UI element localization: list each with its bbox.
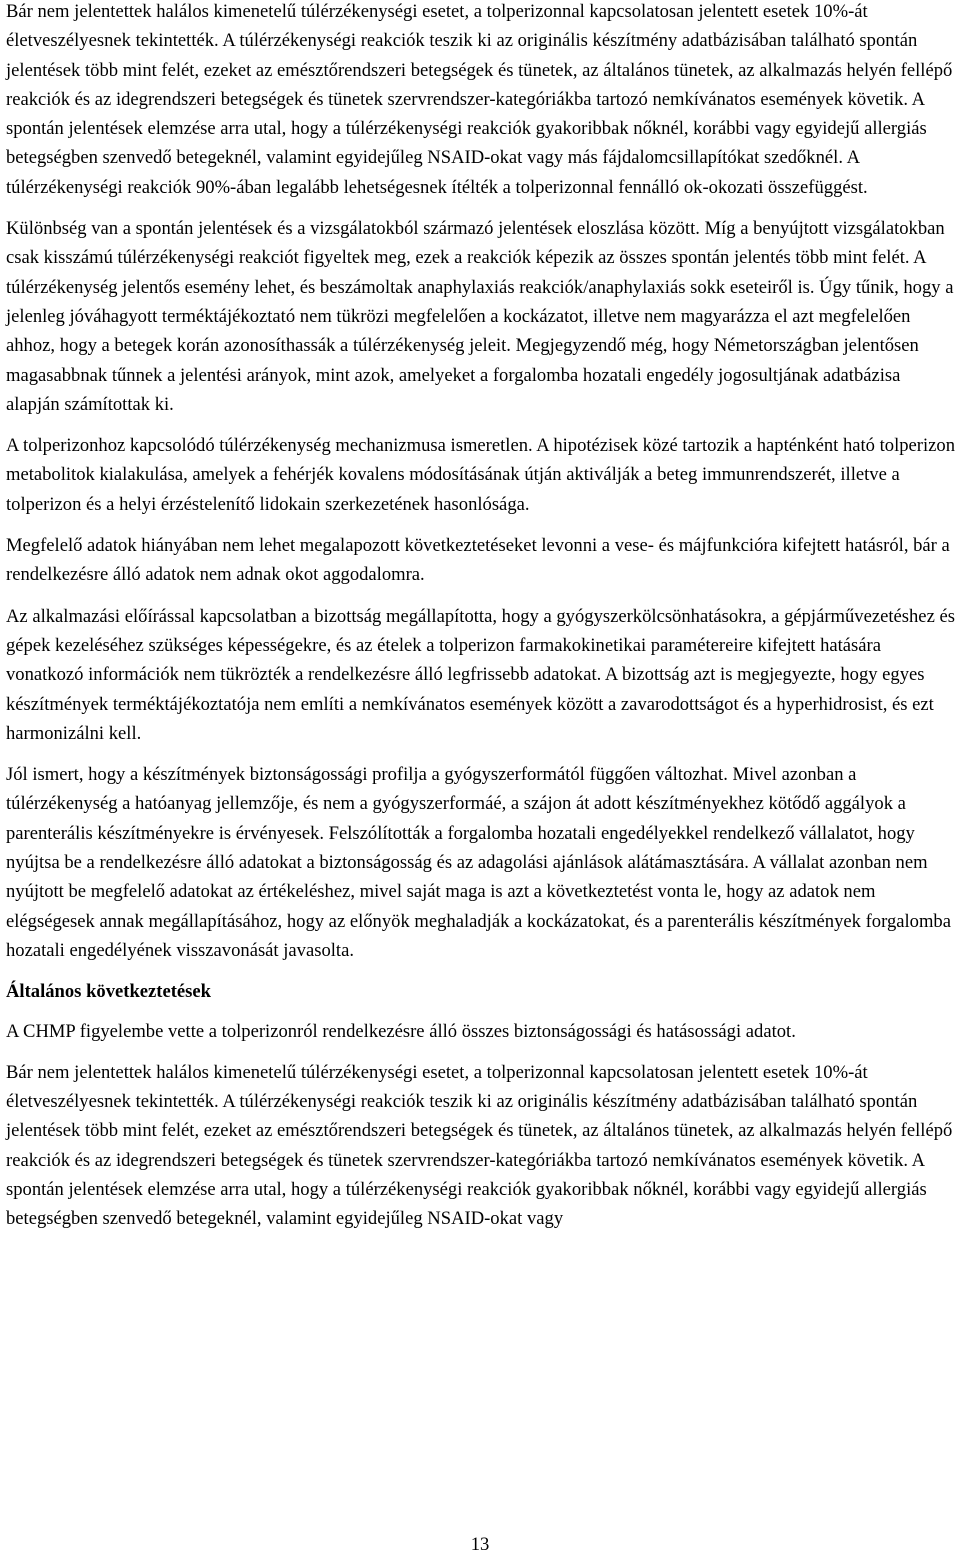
section-heading: Általános következtetések — [6, 981, 212, 1003]
paragraph-chmp-considered: A CHMP figyelembe vette a tolperizonról rendelkezésre álló összes biztonságossági és hatásossági adatot. — [6, 1020, 796, 1042]
paragraph-smpc: Az alkalmazási előírással kapcsolatban a bizottság megállapította, hogy a gyógyszerkölcsönhatásokra, a gépjárművezetéshez és gépek kezeléséhez szükséges képességekre, és az ételek a tolperizon farmakokinetikai paramétereire kifejtett hatására vonatkozó információk nem tükrözték a rendelkezésre álló legfrissebb adatokat. A bizottság azt is megjegyezte, hogy egyes készítmények terméktájékoztatója nem említi a nemkívánatos események között a zavarodottságot és a hyperhidrosist, és ezt harmonizálni kell. — [6, 605, 955, 744]
paragraph-mechanism: A tolperizonhoz kapcsolódó túlérzékenység mechanizmusa ismeretlen. A hipotézisek közé tartozik a hapténként ható tolperizon metabolitok kialakulása, amelyek a fehérjék kovalens módosításának útján aktiválják a beteg immunrendszerét, illetve a tolperizon és a helyi érzéstelenítő lidokain szerkezetének hasonlósága. — [6, 435, 955, 515]
document-page — [6, 0, 956, 1246]
paragraph-hypersensitivity-cases: Bár nem jelentettek halálos kimenetelű túlérzékenységi esetet, a tolperizonnal kapcsolatosan jelentett esetek 10%-át életveszélyesnek tekintették. A túlérzékenységi reakciók teszik ki az originális készítmény adatbázisában található spontán jelentések több mint felét, ezeket az emésztőrendszeri betegségek és tünetek, az általános tünetek, az alkalmazás helyén fellépő reakciók és az idegrendszeri betegségek és tünetek szervrendszer-kategóriákba tartozó nemkívánatos események követik. A spontán jelentések elemzése arra utal, hogy a túlérzékenységi reakciók gyakoribbak nőknél, korábbi vagy egyidejű allergiás betegségben szenvedő betegeknél, valamint egyidejűleg NSAID-okat vagy más fájdalomcsillapítókat szedőknél. A túlérzékenységi reakciók 90%-ában legalább lehetségesnek ítélték a tolperizonnal fennálló ok-okozati összefüggést. — [6, 1, 953, 198]
paragraph-report-distribution: Különbség van a spontán jelentések és a vizsgálatokból származó jelentések eloszlása között. Míg a benyújtott vizsgálatokban csak kisszámú túlérzékenységi reakciót figyeltek meg, ezek a reakciók képezik az összes spontán jelentés több mint felét. A túlérzékenység jelentős esemény lehet, és beszámoltak anaphylaxiás reakciók/anaphylaxiás sokk eseteiről is. Úgy tűnik, hogy a jelenleg jóváhagyott terméktájékoztató nem tükrözi megfelelően a kockázatot, illetve nem magyarázza el azt megfelelően ahhoz, hogy a betegek korán azonosíthassák a túlérzékenység jeleit. Megjegyzendő még, hogy Németországban jelentősen magasabbnak tűnnek a jelentési arányok, mint azok, amelyeket a forgalomba hozatali engedély jogosultjának adatbázisa alapján számítottak ki. — [6, 218, 954, 415]
page-number: 13 — [470, 1534, 490, 1555]
paragraph-parenteral: Jól ismert, hogy a készítmények biztonságossági profilja a gyógyszerformától függően változhat. Mivel azonban a túlérzékenység a hatóanyag jellemzője, és nem a gyógyszerformáé, a szájon át adott készítményekhez kötődő aggályok a parenterális készítményekre is érvényesek. Felszólították a forgalomba hozatali engedélyekkel rendelkező vállalatot, hogy nyújtsa be a rendelkezésre álló adatokat a biztonságosság és az adagolási ajánlások alátámasztására. A vállalat azonban nem nyújtott be megfelelő adatokat az értékeléshez, mivel saját maga is azt a következtetést vonta le, hogy az adatok nem elégségesek annak megállapításához, hogy az előnyök meghaladják a kockázatokat, és a parenterális készítmények forgalomba hozatali engedélyének visszavonását javasolta. — [6, 764, 951, 961]
paragraph-renal-hepatic: Megfelelő adatok hiányában nem lehet megalapozott következtetéseket levonni a vese- és májfunkcióra kifejtett hatásról, bár a rendelkezésre álló adatok nem adnak okot aggodalomra. — [6, 535, 950, 586]
paragraph-hypersensitivity-repeat: Bár nem jelentettek halálos kimenetelű túlérzékenységi esetet, a tolperizonnal kapcsolatosan jelentett esetek 10%-át életveszélyesnek tekintették. A túlérzékenységi reakciók teszik ki az originális készítmény adatbázisában található spontán jelentések több mint felét, ezeket az emésztőrendszeri betegségek és tünetek, az általános tünetek, az alkalmazás helyén fellépő reakciók és az idegrendszeri betegségek és tünetek szervrendszer-kategóriákba tartozó nemkívánatos események követik. A spontán jelentések elemzése arra utal, hogy a túlérzékenységi reakciók gyakoribbak nőknél, korábbi vagy egyidejű allergiás betegségben szenvedő betegeknél, valamint egyidejűleg NSAID-okat vagy — [6, 1061, 953, 1230]
